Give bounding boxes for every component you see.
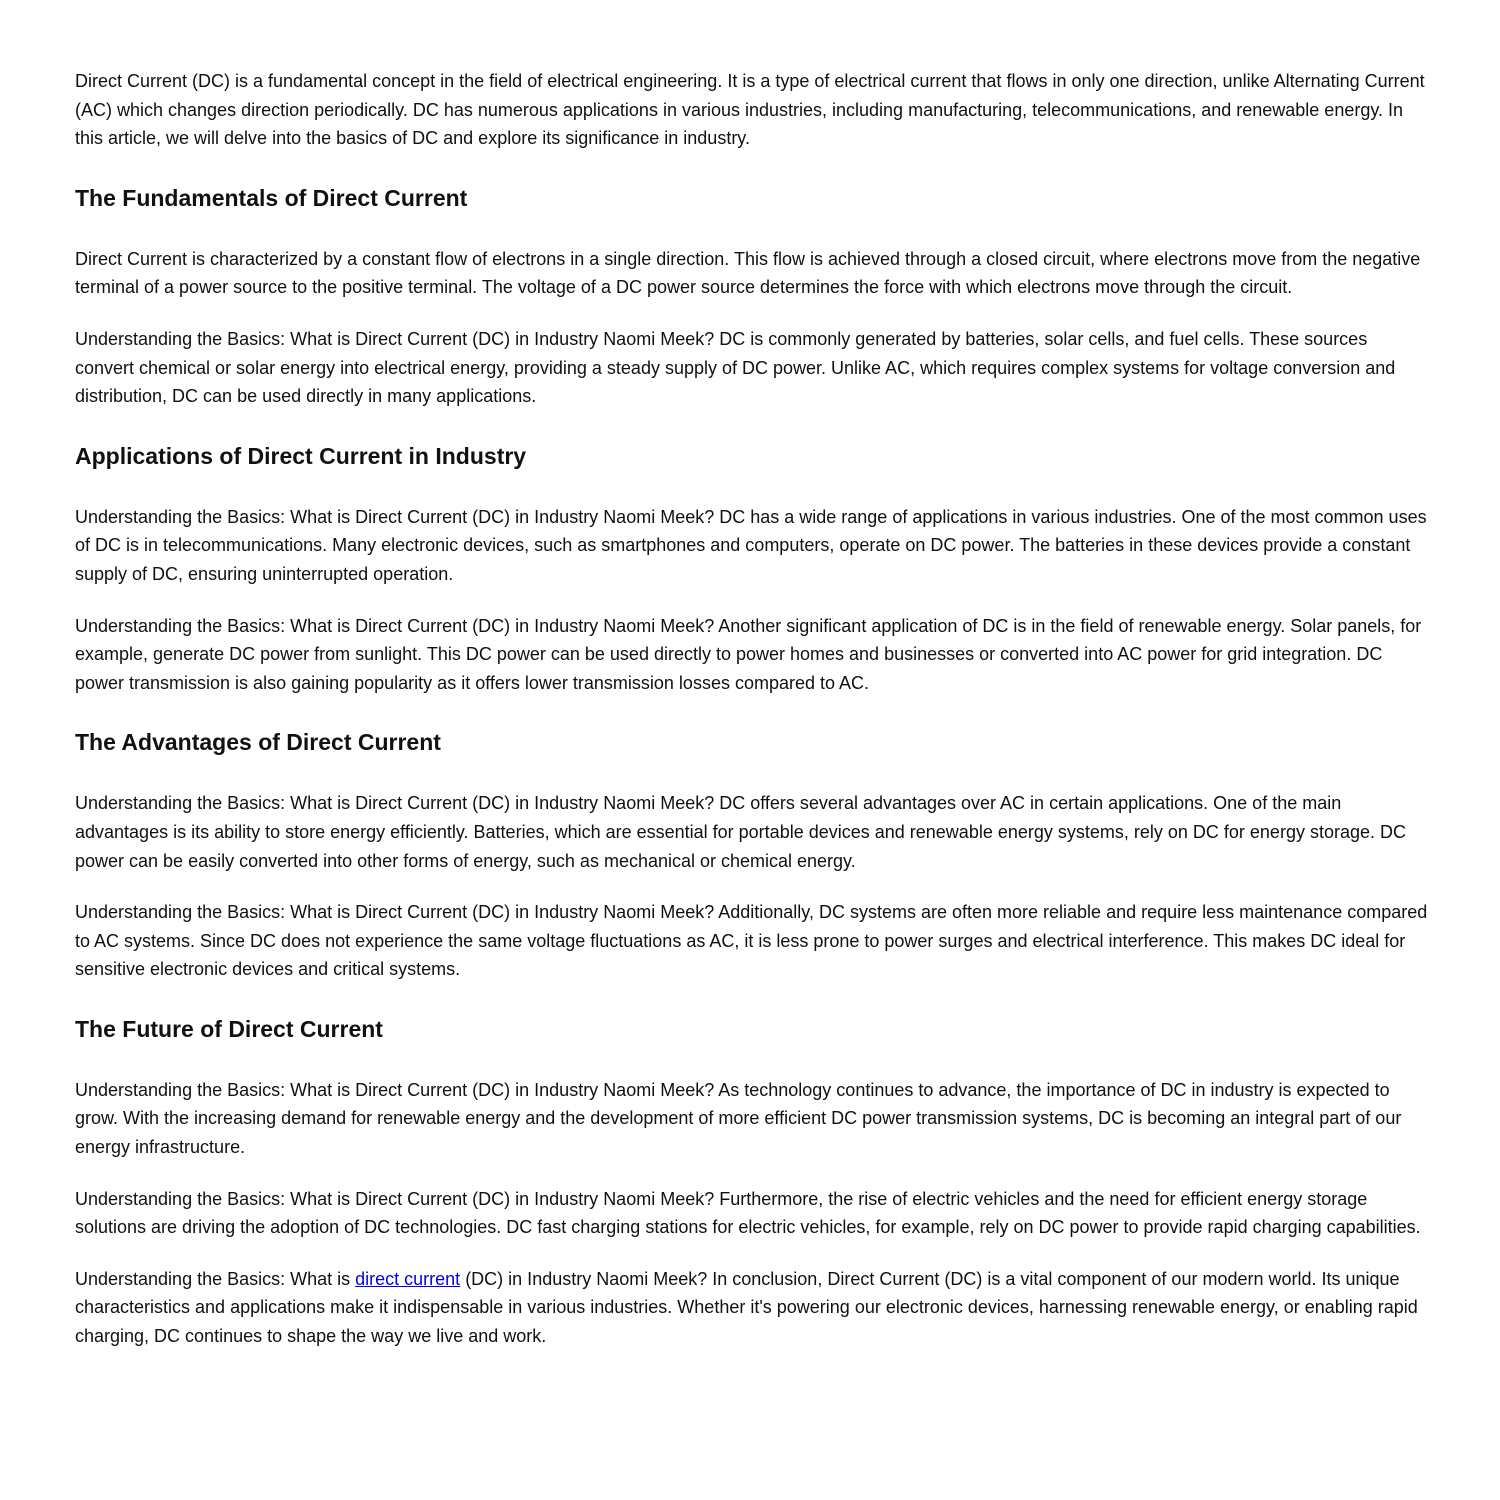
paragraph: Understanding the Basics: What is Direct Current (DC) in Industry Naomi Meek? As technology continues to advance, the importance of DC in industry is expected to grow. With the increasing demand for renewable energy and the development of more efficient DC power transmission systems, DC is becoming an integral part of our energy infrastructure. (75, 1079, 1402, 1158)
section-heading-future: The Future of Direct Current (75, 1015, 383, 1042)
conclusion-text-before: Understanding the Basics: What is (75, 1268, 356, 1289)
paragraph: Understanding the Basics: What is Direct Current (DC) in Industry Naomi Meek? Additionally, DC systems are often more reliable and require less maintenance compared to AC systems. Since DC does not experience the same voltage fluctuations as AC, it is less prone to power surges and electrical interference. This makes DC ideal for sensitive electronic devices and critical systems. (75, 902, 1428, 980)
intro-paragraph: Direct Current (DC) is a fundamental concept in the field of electrical engineering. It is a type of electrical current that flows in only one direction, unlike Alternating Current (AC) which changes direction periodically. DC has numerous applications in various industries, including manufacturing, telecommunications, and renewable energy. In this article, we will delve into the basics of DC and explore its significance in industry. (75, 71, 1425, 149)
paragraph: Understanding the Basics: What is Direct Current (DC) in Industry Naomi Meek? Furthermore, the rise of electric vehicles and the need for efficient energy storage solutions are driving the adoption of DC technologies. DC fast charging stations for electric vehicles, for example, rely on DC power to provide rapid charging capabilities. (75, 1188, 1421, 1238)
conclusion-text-after: (DC) in Industry Naomi Meek? In conclusion, Direct Current (DC) is a vital component of our modern world. Its unique characteristics and applications make it indispensable in various industries. Whether it's powering our electronic devices, harnessing renewable energy, or enabling rapid charging, DC continues to shape the way we live and work. (75, 1268, 1418, 1347)
section-heading-fundamentals: The Fundamentals of Direct Current (75, 184, 468, 211)
paragraph: Understanding the Basics: What is Direct Current (DC) in Industry Naomi Meek? Another significant application of DC is in the field of renewable energy. Solar panels, for example, generate DC power from sunlight. This DC power can be used directly to power homes and businesses or converted into AC power for grid integration. DC power transmission is also gaining popularity as it offers lower transmission losses compared to AC. (75, 615, 1422, 693)
paragraph: Understanding the Basics: What is Direct Current (DC) in Industry Naomi Meek? DC offers several advantages over AC in certain applications. One of the main advantages is its ability to store energy efficiently. Batteries, which are essential for portable devices and renewable energy systems, rely on DC for energy storage. DC power can be easily converted into other forms of energy, such as mechanical or chemical energy. (75, 793, 1406, 871)
paragraph: Direct Current is characterized by a constant flow of electrons in a single direction. This flow is achieved through a closed circuit, where electrons move from the negative terminal of a power source to the positive terminal. The voltage of a DC power source determines the force with which electrons move through the circuit. (75, 248, 1421, 298)
conclusion-paragraph (75, 1265, 1430, 1351)
section-heading-advantages: The Advantages of Direct Current (75, 729, 441, 756)
section-heading-applications: Applications of Direct Current in Industry (75, 442, 527, 469)
paragraph: Understanding the Basics: What is Direct Current (DC) in Industry Naomi Meek? DC has a wide range of applications in various industries. One of the most common uses of DC is in telecommunications. Many electronic devices, such as smartphones and computers, operate on DC power. The batteries in these devices provide a constant supply of DC, ensuring uninterrupted operation. (75, 506, 1427, 584)
paragraph: Understanding the Basics: What is Direct Current (DC) in Industry Naomi Meek? DC is commonly generated by batteries, solar cells, and fuel cells. These sources convert chemical or solar energy into electrical energy, providing a steady supply of DC power. Unlike AC, which requires complex systems for voltage conversion and distribution, DC can be used directly in many applications. (75, 328, 1396, 407)
direct-current-link[interactable]: direct current (355, 1268, 461, 1289)
